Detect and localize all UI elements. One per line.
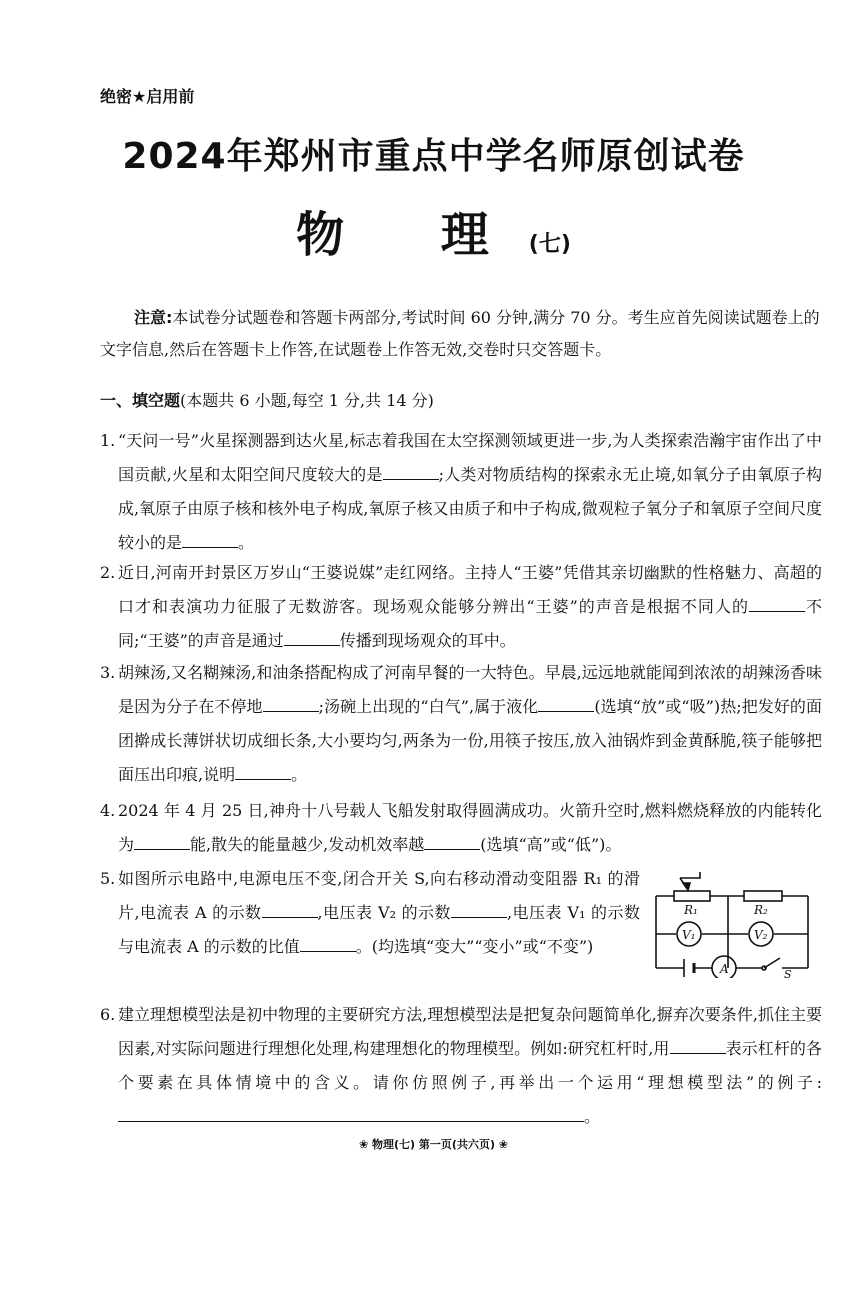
r1-label: R₁ — [684, 903, 698, 917]
question-text-part: “天问一号”火星探测器到达火星,标志着我国在太空探测领域更进一步,为人类探索浩瀚宇宙作出了中国贡献,火星和太阳空间尺度较大的是 — [118, 431, 822, 484]
slider-arrowhead — [683, 883, 690, 890]
answer-blank[interactable] — [670, 1039, 726, 1054]
question-text — [118, 998, 822, 1134]
question-text — [118, 424, 822, 560]
question-text-part: 。 — [584, 1107, 601, 1126]
answer-blank[interactable] — [383, 465, 439, 480]
notice-paragraph — [100, 302, 820, 366]
question-text-part: ;汤碗上出现的“白气”,属于液化 — [318, 697, 539, 716]
edition-label: (七) — [528, 232, 571, 257]
question-text-part: ,电压表 V₁ 的示数与电流表 A 的示数的比值 — [118, 903, 640, 956]
question-6 — [100, 998, 822, 1134]
answer-blank[interactable] — [182, 533, 238, 548]
answer-blank[interactable] — [284, 631, 340, 646]
answer-blank[interactable] — [538, 697, 594, 712]
question-text-part: 胡辣汤,又名糊辣汤,和油条搭配构成了河南早餐的一大特色。早晨,远远地就能闻到浓浓的胡辣汤香味是因为分子在不停地 — [118, 663, 822, 716]
circuit-diagram — [650, 866, 820, 978]
question-text — [118, 862, 640, 964]
answer-blank[interactable] — [235, 765, 291, 780]
question-1 — [100, 424, 822, 560]
exam-title: 2024年郑州市重点中学名师原创试卷 — [122, 136, 745, 177]
question-number: 4. — [100, 801, 116, 820]
question-text — [118, 794, 822, 862]
answer-blank[interactable] — [263, 697, 319, 712]
answer-blank[interactable] — [118, 1107, 584, 1122]
page-footer: ❀ 物理(七) 第一页(共六页) ❀ — [358, 1138, 509, 1151]
question-number: 2. — [100, 563, 116, 582]
question-text-part: 传播到现场观众的耳中。 — [339, 631, 516, 650]
answer-blank[interactable] — [451, 903, 507, 918]
question-text — [118, 556, 822, 658]
question-text-part: ;人类对物质结构的探索永无止境,如氧分子由氧原子构成,氧原子由原子核和核外电子构成,氧原子核又由质子和中子构成,微观粒子氧分子和氧原子空间尺度较小的是 — [118, 465, 823, 552]
answer-blank[interactable] — [749, 597, 805, 612]
question-text-part: 建立理想模型法是初中物理的主要研究方法,理想模型法是把复杂问题简单化,摒弃次要条件,抓住主要因素,对实际问题进行理想化处理,构建理想化的物理模型。例如:研究杠杆时,用 — [118, 1005, 822, 1058]
question-text-part: 。 — [238, 533, 255, 552]
question-text-part: 表示杠杆的各个要素在具体情境中的含义。请你仿照例子,再举出一个运用“理想模型法”的例子: — [118, 1039, 822, 1092]
question-number: 6. — [100, 1005, 116, 1024]
question-4 — [100, 794, 822, 862]
question-number: 5. — [100, 869, 116, 888]
question-5 — [100, 862, 640, 964]
question-text-part: 近日,河南开封景区万岁山“王婆说媒”走红网络。主持人“王婆”凭借其亲切幽默的性格魅力、高超的口才和表演功力征服了无数游客。现场观众能够分辨出“王婆”的声音是根据不同人的 — [118, 563, 822, 616]
r2-resistor — [744, 891, 782, 901]
ammeter-label: A — [720, 962, 729, 976]
question-text-part: 如图所示电路中,电源电压不变,闭合开关 S,向右移动滑动变阻器 R₁ 的滑片,电流表 A 的示数 — [118, 869, 640, 922]
section-note: (本题共 6 小题,每空 1 分,共 14 分) — [180, 391, 434, 410]
r2-label: R₂ — [754, 903, 768, 917]
question-2 — [100, 556, 822, 658]
section-heading — [100, 388, 434, 411]
switch-label: S — [784, 968, 792, 978]
question-3 — [100, 656, 822, 792]
question-text-part: ,电压表 V₂ 的示数 — [317, 903, 451, 922]
v1-label: V₁ — [682, 928, 696, 942]
notice-label: 注意: — [134, 308, 173, 327]
question-text-part: 能,散失的能量越少,发动机效率越 — [190, 835, 425, 854]
question-text-part: (选填“高”或“低”)。 — [480, 835, 622, 854]
question-text-part: (选填“放”或“吸”)热;把发好的面团擀成长薄饼状切成细长条,大小要均匀,两条为一份,用筷子按压,放入油锅炸到金黄酥脆,筷子能够把面压出印痕,说明 — [118, 697, 822, 784]
subject-heading — [0, 196, 867, 265]
r1-resistor — [674, 891, 710, 901]
question-text-part: 。(均选填“变大”“变小”或“不变”) — [355, 937, 594, 956]
notice-text: 本试卷分试题卷和答题卡两部分,考试时间 60 分钟,满分 70 分。考生应首先阅读试题卷上的文字信息,然后在答题卡上作答,在试题卷上作答无效,交卷时只交答题卡。 — [100, 308, 820, 359]
subject-name: 物 理 — [296, 207, 529, 263]
question-text-part: 。 — [291, 765, 308, 784]
v2-label: V₂ — [754, 928, 768, 942]
question-text-part: 不同;“王婆”的声音是通过 — [118, 597, 822, 650]
question-text — [118, 656, 822, 792]
question-number: 3. — [100, 663, 116, 682]
question-text-part: 2024 年 4 月 25 日,神舟十八号载人飞船发射取得圆满成功。火箭升空时,燃料燃烧释放的内能转化为 — [118, 801, 822, 854]
secret-mark: 绝密★启用前 — [100, 87, 195, 106]
slider-wire — [680, 872, 700, 878]
answer-blank[interactable] — [262, 903, 318, 918]
answer-blank[interactable] — [300, 937, 356, 952]
answer-blank[interactable] — [134, 835, 190, 850]
section-title: 一、填空题 — [100, 391, 181, 410]
answer-blank[interactable] — [424, 835, 480, 850]
question-number: 1. — [100, 431, 116, 450]
switch-blade — [764, 958, 780, 968]
